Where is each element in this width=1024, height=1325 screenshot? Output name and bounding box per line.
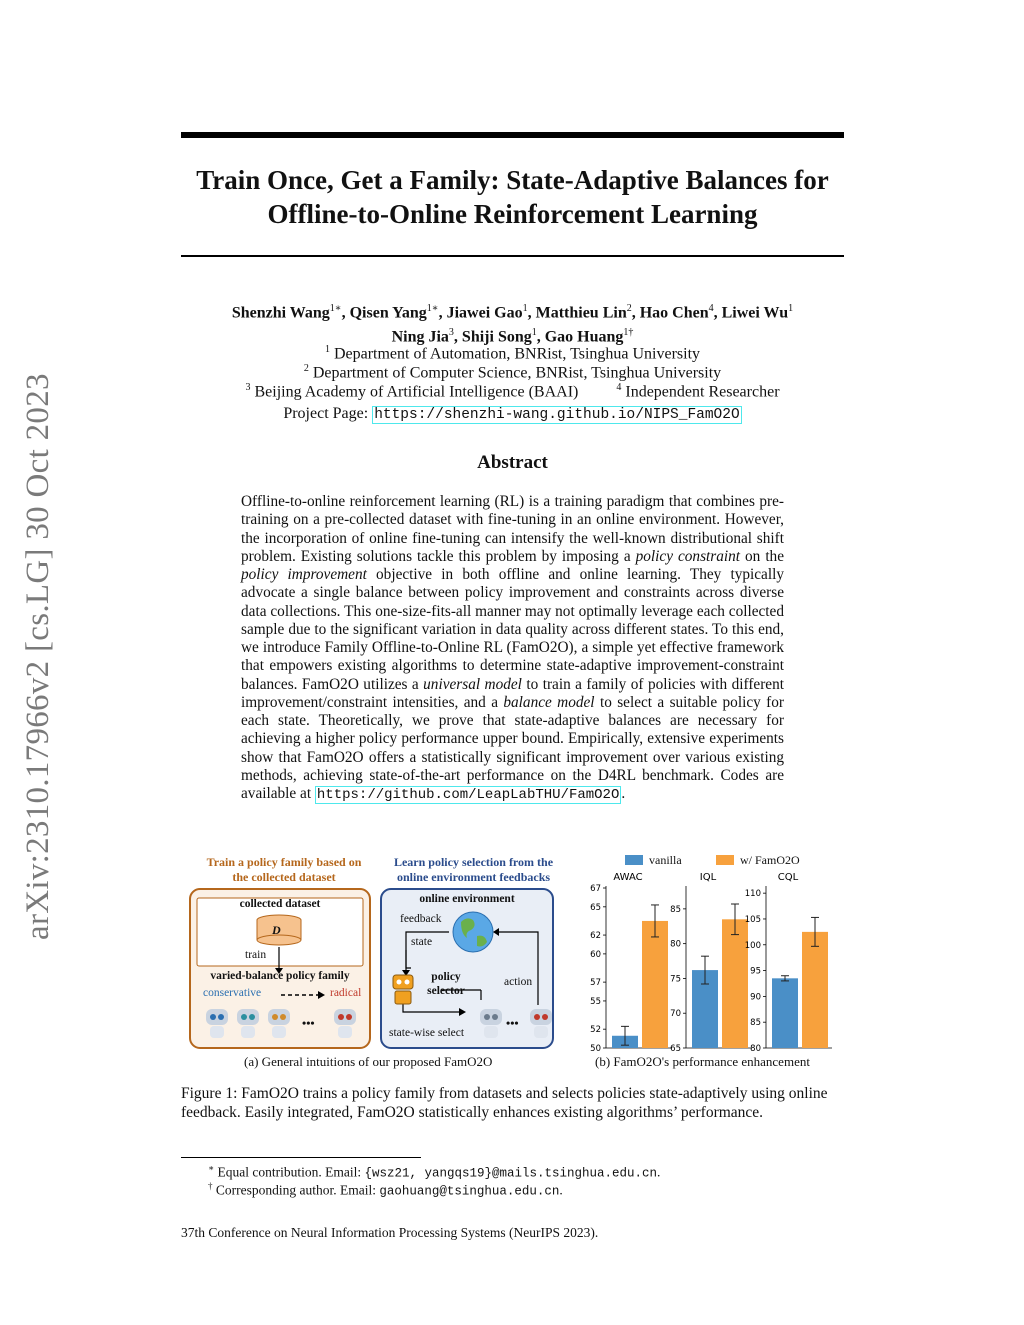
title-rule-bottom (181, 255, 844, 257)
state-wise-select-label: state-wise select (389, 1027, 465, 1039)
legend-swatch-famo2o (716, 855, 734, 865)
y-tick-label: 65 (590, 902, 601, 913)
title-line-1: Train Once, Get a Family: State-Adaptive Balances for (196, 165, 829, 195)
online-env-label: online environment (419, 893, 515, 905)
y-tick-label: 85 (750, 1018, 761, 1029)
author-list: Shenzhi Wang$^{1∗}$, Qisen Yang$^{1∗}$, Jiawei Gao$^1$, Matthieu Lin$^2$, Hao Chen$^4$, Liwei Wu$^1$ Ning Jia$^3$, Shiji Song$^1$, Gao Huang$^{1\dagger}$ (231, 303, 794, 346)
legend-famo2o: w/ FamO2O (740, 853, 800, 867)
y-tick-label: 105 (744, 914, 761, 925)
footnote-email-2[interactable]: gaohuang@tsinghua.edu.cn (379, 1184, 560, 1199)
robot-icon (265, 1007, 293, 1041)
author: Shiji Song (461, 328, 532, 346)
selector-robot-icon (389, 973, 417, 1007)
author: Matthieu Lin (535, 304, 627, 322)
y-tick-label: 110 (744, 889, 761, 900)
panel-title: IQL (699, 872, 717, 883)
y-tick-label: 100 (744, 940, 761, 951)
bar-famo2o (722, 919, 748, 1048)
ellipsis: ••• (506, 1016, 519, 1030)
feedback-label: feedback (400, 913, 442, 925)
robot-icon (234, 1007, 262, 1041)
bar-famo2o (802, 932, 828, 1048)
y-tick-label: 70 (670, 1009, 681, 1020)
affiliation-3-4: $^3$ Beijing Academy of Artificial Intelligence (BAAI) $^4$ Independent Researcher (245, 382, 780, 401)
author: Liwei Wu (721, 304, 789, 322)
affiliation-2: $^2$ Department of Computer Science, BNRist, Tsinghua University (303, 363, 722, 382)
legend-swatch-vanilla (625, 855, 643, 865)
robot-icon (477, 1007, 505, 1041)
figure-caption: Figure 1: FamO2O trains a policy family from datasets and selects policies state-adaptively using online feedback. Easily integrated, FamO2O statistically enhances existing algorithms’ performance. (181, 1085, 828, 1121)
subcaption-b: (b) FamO2O's performance enhancement (595, 1054, 810, 1069)
robot-icon (527, 1007, 555, 1041)
title-rule-top (181, 132, 844, 138)
middle-panel-title: Learn policy selection from the online environment feedbacks (393, 855, 554, 884)
y-tick-label: 50 (590, 1044, 601, 1054)
collected-dataset-label: collected dataset (239, 898, 321, 910)
dataset-d-label: D (272, 923, 281, 937)
y-tick-label: 65 (670, 1044, 681, 1054)
y-tick-label: 80 (670, 939, 681, 950)
y-tick-label: 60 (590, 949, 601, 960)
project-page-link[interactable]: https://shenzhi-wang.github.io/NIPS_FamO2O (374, 407, 740, 423)
project-page: Project Page: https://shenzhi-wang.github.io/NIPS_FamO2O (283, 405, 740, 423)
y-tick-label: 57 (590, 978, 601, 989)
figure-drawing (181, 850, 844, 1075)
arxiv-stamp: arXiv:2310.17966v2 [cs.LG] 30 Oct 2023 (20, 373, 56, 940)
panel-title: CQL (777, 872, 799, 883)
radical-label: radical (330, 987, 362, 999)
author: Jiawei Gao (446, 304, 523, 322)
conference-note: 37th Conference on Neural Information Processing Systems (NeurIPS 2023). (181, 1225, 599, 1240)
subcaption-a: (a) General intuitions of our proposed FamO2O (244, 1054, 493, 1069)
robot-icon (203, 1007, 231, 1041)
figure-1 (181, 850, 844, 1075)
paper-title (181, 163, 844, 231)
y-tick-label: 75 (670, 974, 681, 985)
legend-vanilla: vanilla (649, 853, 682, 867)
state-label: state (411, 936, 433, 948)
footnote-1: ∗ Equal contribution. Email: {wsz21, yangqs19}@mails.tsinghua.edu.cn. (208, 1163, 661, 1181)
code-link[interactable]: https://github.com/LeapLabTHU/FamO2O (316, 787, 620, 803)
affiliation-1: $^1$ Department of Automation, BNRist, Tsinghua University (324, 344, 701, 363)
bar-vanilla (772, 978, 798, 1048)
footnote-email-1[interactable]: {wsz21, yangqs19}@mails.tsinghua.edu.cn (364, 1166, 658, 1181)
author: Qisen Yang (349, 304, 427, 322)
y-tick-label: 85 (670, 904, 681, 915)
author: Gao Huang (544, 328, 624, 346)
policy-selector-label: policy selector (427, 971, 465, 997)
left-panel-title: Train a policy family based on the collected dataset (206, 855, 362, 884)
y-tick-label: 80 (750, 1044, 761, 1054)
title-line-2: Offline-to-Online Reinforcement Learning (267, 199, 758, 229)
y-tick-label: 67 (590, 884, 601, 894)
abstract-body: Offline-to-online reinforcement learning (RL) is a training paradigm that combines pre-training on a pre-collected dataset with fine-tuning in an online environment. However, the incorporation of online fine-tuning can intensify the well-known distributional shift problem. Existing solutions tackle this problem by imposing a policy constraint on the policy improvement objective in both offline and online learning. They typically advocate a single balance between policy improvement and constraints across diverse data collections. This one-size-fits-all manner may not optimally leverage each collected sample due to the significant variation in data quality across different states. To this end, we introduce Family Offline-to-Online RL (FamO2O), a simple yet effective framework that empowers existing algorithms to determine state-adaptive improvement-constraint balances. FamO2O utilizes a universal model to train a family of policies with different improvement/constraint intensities, and a balance model to select a suitable policy for each state. Theoretically, we prove that state-adaptive balances are necessary for achieving a higher policy performance upper bound. Empirically, extensive experiments show that FamO2O offers a statistically significant improvement over various existing methods, achieving state-of-the-art performance on the D4RL benchmark. Codes are available at https://github.com/LeapLabTHU/FamO2O . (241, 493, 785, 803)
ellipsis: ••• (302, 1016, 315, 1030)
y-tick-label: 52 (590, 1025, 601, 1036)
y-tick-label: 95 (750, 966, 761, 977)
author: Hao Chen (639, 304, 709, 322)
bar-famo2o (642, 921, 668, 1048)
y-tick-label: 55 (590, 996, 601, 1007)
footnote-rule (181, 1157, 421, 1158)
conservative-label: conservative (203, 987, 262, 999)
train-label: train (245, 949, 267, 961)
robot-icon (331, 1007, 359, 1041)
y-tick-label: 62 (590, 931, 601, 942)
footnote-2: † Corresponding author. Email: gaohuang@tsinghua.edu.cn. (208, 1181, 563, 1199)
action-label: action (504, 976, 533, 988)
author: Ning Jia (391, 328, 449, 346)
policy-family-label: varied-balance policy family (210, 970, 350, 982)
author: Shenzhi Wang (231, 304, 330, 322)
abstract-heading: Abstract (477, 452, 548, 473)
y-tick-label: 90 (750, 992, 761, 1003)
panel-title: AWAC (613, 872, 643, 883)
performance-chart (590, 872, 832, 1054)
